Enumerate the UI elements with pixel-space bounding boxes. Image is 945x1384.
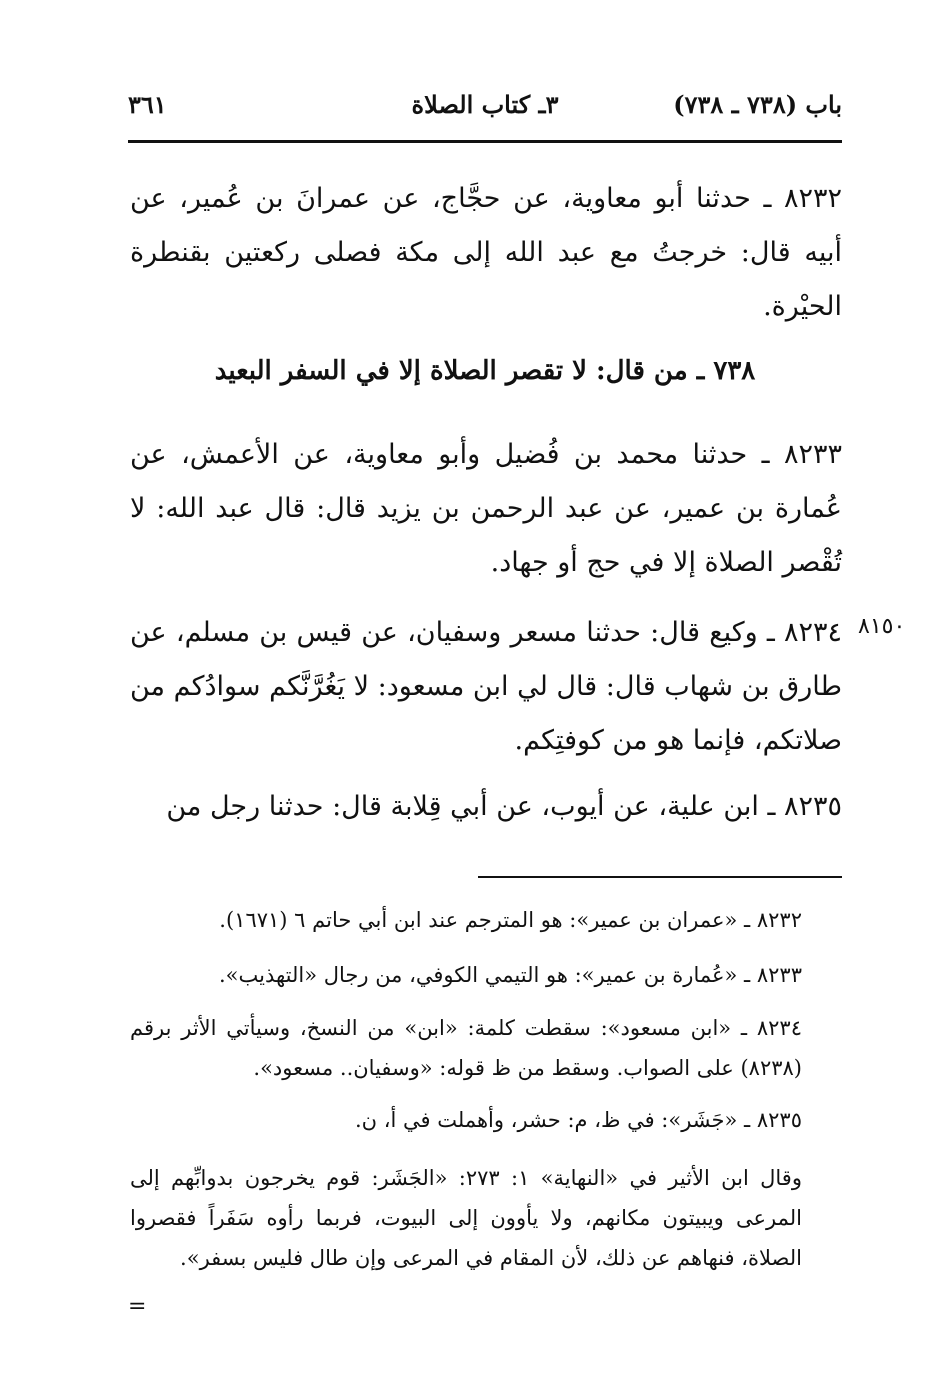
margin-reference-number: ٨١٥٠ <box>858 614 906 639</box>
hadith-paragraph: ٨٢٣٥ ـ ابن علية، عن أيوب، عن أبي قِلابة قال: حدثنا رجل من <box>166 791 842 822</box>
footnote: ٨٢٣٣ ـ «عُمارة بن عمير»: هو التيمي الكوفي، من رجال «التهذيب». <box>218 963 802 987</box>
header-chapter-range: باب (٧٣٨ ـ ٧٣٨) <box>673 90 842 119</box>
header-book-title: ٣ـ كتاب الصلاة <box>411 90 559 119</box>
hadith-paragraph: ٨٢٣٤ ـ وكيع قال: حدثنا مسعر وسفيان، عن قيس بن مسلم، عن طارق بن شهاب قال: قال لي ابن مسعود: لا يَغُرَّنَّكم سوادُكم من صلاتكم، فإنما هو من كوفتِكم. <box>130 617 842 756</box>
hadith-paragraph: ٨٢٣٢ ـ حدثنا أبو معاوية، عن حجَّاج، عن عمرانَ بن عُمير، عن أبيه قال: خرجتُ مع عبد الله إلى مكة فصلى ركعتين بقنطرة الحيْرة. <box>130 183 842 322</box>
footnote: ٨٢٣٢ ـ «عمران بن عمير»: هو المترجم عند ابن أبي حاتم ٦ (١٦٧١). <box>219 908 802 932</box>
continuation-mark: = <box>128 1294 147 1319</box>
footnote-separator <box>478 876 842 878</box>
chapter-heading: ٧٣٨ ـ من قال: لا تقصر الصلاة إلا في السفر البعيد <box>214 356 756 386</box>
footnote: ٨٢٣٤ ـ «ابن مسعود»: سقطت كلمة: «ابن» من النسخ، وسيأتي الأثر برقم (٨٢٣٨) على الصواب. وسقط من ظ قوله: «وسفيان.. مسعود». <box>130 1016 802 1080</box>
footnote: وقال ابن الأثير في «النهاية» ١: ٢٧٣: «الجَشَر: قوم يخرجون بدوابِّهم إلى المرعى ويبيتون مكانهم، ولا يأوون إلى البيوت، فربما رأوه سَفَراً فقصروا الصلاة، فنهاهم عن ذلك، لأن المقام في المرعى وإن طال فليس بسفر». <box>130 1166 802 1270</box>
running-header <box>128 90 842 130</box>
hadith-paragraph: ٨٢٣٣ ـ حدثنا محمد بن فُضيل وأبو معاوية، عن الأعمش، عن عُمارة بن عمير، عن عبد الرحمن بن يزيد قال: قال عبد الله: لا تُقْصر الصلاة إلا في حج أو جهاد. <box>130 439 842 578</box>
page-number: ٣٦١ <box>128 90 167 119</box>
footnote: ٨٢٣٥ ـ «جَشَر»: في ظ، م: حشر، وأهملت في أ، ن. <box>354 1108 802 1132</box>
header-rule <box>128 140 842 143</box>
